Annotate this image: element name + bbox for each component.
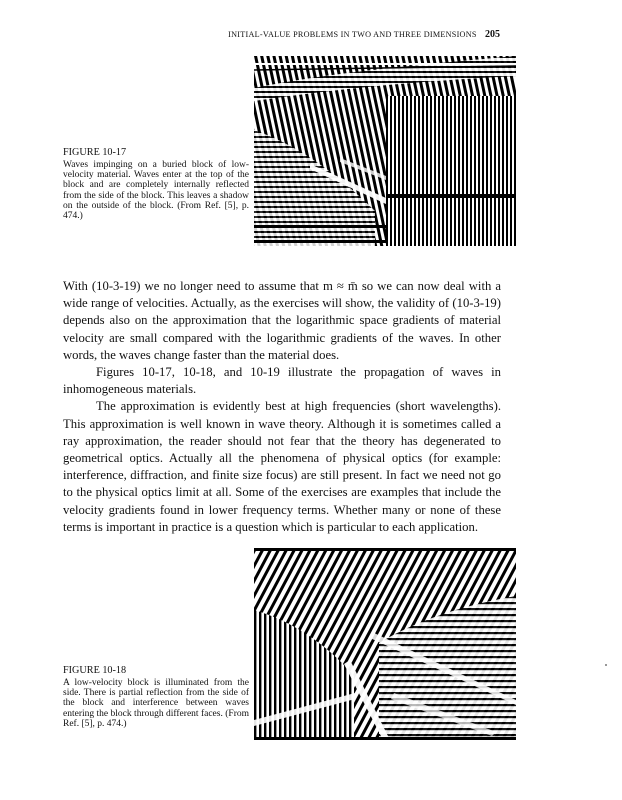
paragraph-1: With (10-3-19) we no longer need to assume that m ≈ m̄ so we can now deal with a wide range of velocities. Actually, as the exercises will show, the validity of (10-3-19) depends also on the approximation that the logarithmic space gradients of material velocity are small compared with the logarithmic gradients of the waves. In other words, the waves change faster than the material does. — [63, 279, 501, 362]
figure-10-18-title: FIGURE 10-18 — [63, 665, 127, 676]
main-text — [63, 278, 501, 536]
figure-10-18-description: A low-velocity block is illuminated from the side. There is partial reflection from the side of the block and interference between waves entering the block through different faces. (From Ref. [5], p. 474.) — [63, 678, 249, 729]
page-number: 205 — [485, 29, 500, 40]
running-header-title: INITIAL-VALUE PROBLEMS IN TWO AND THREE DIMENSIONS — [228, 30, 477, 39]
wave-plot-10-17-graphic — [254, 56, 516, 246]
figure-10-17-description: Waves impinging on a buried block of low-velocity material. Waves enter at the top of the block and are completely internally reflected from the side of the block. This leaves a shadow on the outside of the block. (From Ref. [5], p. 474.) — [63, 160, 249, 222]
figure-10-17-caption — [63, 147, 249, 221]
paragraph-3: The approximation is evidently best at high frequencies (short wavelengths). This approximation is well known in wave theory. Although it is sometimes called a ray approximation, the reader should not fear that the theory has degenerated to geometrical optics. Actually all the phenomena of physical optics (for example: interference, diffraction, and finite size focus) are still present. In fact we need not go to the physical optics limit at all. Some of the exercises are examples that include the velocity gradients found in lower frequency terms. Whether many or none of these terms is important in practice is a question which is particular to each application. — [63, 399, 501, 534]
wave-plot-10-17 — [254, 56, 516, 246]
running-header — [0, 30, 500, 40]
paragraph-2: Figures 10-17, 10-18, and 10-19 illustrate the propagation of waves in inhomogeneous materials. — [63, 365, 501, 397]
wave-plot-10-18 — [254, 548, 516, 740]
wave-plot-10-18-graphic — [254, 548, 516, 740]
figure-10-17-title: FIGURE 10-17 — [63, 147, 127, 158]
figure-10-18-caption — [63, 665, 249, 729]
page-mark — [605, 664, 607, 666]
